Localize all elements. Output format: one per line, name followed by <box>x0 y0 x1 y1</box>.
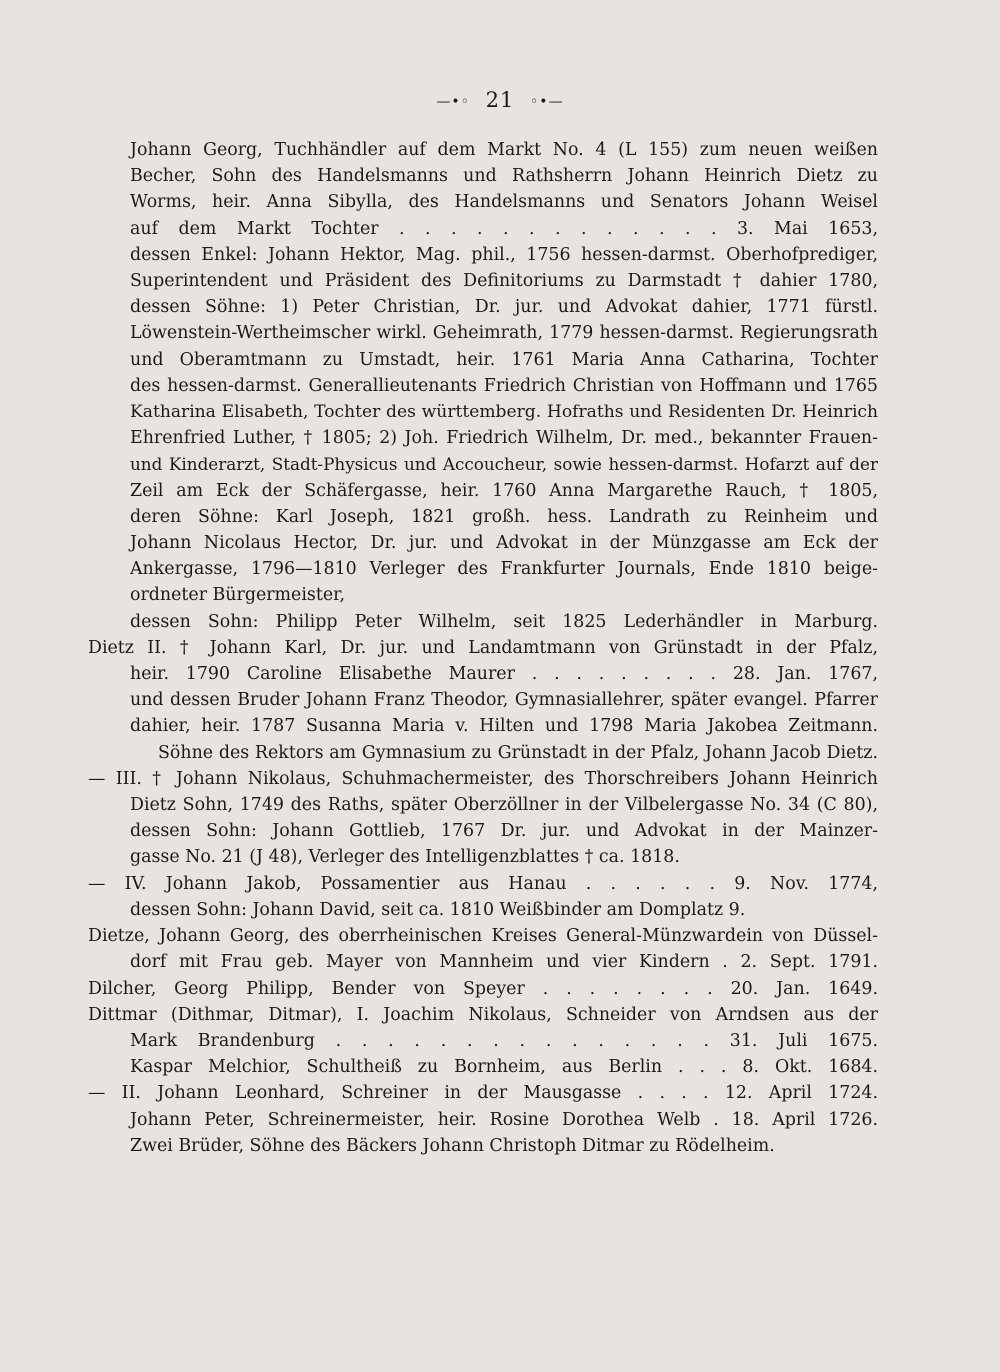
text-line: Kaspar Melchior, Schultheiß zu Bornheim, aus Berlin . . . 8. Okt. 1684. <box>130 1057 878 1078</box>
text-line: Dietz II. † Johann Karl, Dr. jur. und Landamtmann von Grünstadt in der Pfalz, <box>88 637 878 658</box>
text-line: deren Söhne: Karl Joseph, 1821 großh. hess. Landrath zu Reinheim und <box>130 506 878 527</box>
text-line: und Oberamtmann zu Umstadt, heir. 1761 Maria Anna Catharina, Tochter <box>130 349 878 370</box>
body-text <box>88 137 878 1159</box>
text-line: Söhne des Rektors am Gymnasium zu Grünstadt in der Pfalz, Johann Jacob Dietz. <box>158 742 878 763</box>
page-number: 21 <box>485 88 515 112</box>
text-line: auf dem Markt Tochter . . . . . . . . . . . . . 3. Mai 1653, <box>130 218 878 239</box>
text-line: Worms, heir. Anna Sibylla, des Handelsmanns und Senators Johann Weisel <box>130 192 878 213</box>
text-line: dorf mit Frau geb. Mayer von Mannheim und vier Kindern . 2. Sept. 1791. <box>130 952 878 973</box>
text-line: Ehrenfried Luther, † 1805; 2) Joh. Friedrich Wilhelm, Dr. med., bekannter Frauen- <box>130 428 878 449</box>
text-line: Zeil am Eck der Schäfergasse, heir. 1760 Anna Margarethe Rauch, † 1805, <box>130 480 878 501</box>
text-line: heir. 1790 Caroline Elisabethe Maurer . . . . . . . . . 28. Jan. 1767, <box>130 664 878 685</box>
text-line: Dilcher, Georg Philipp, Bender von Speyer . . . . . . . . 20. Jan. 1649. <box>88 978 878 999</box>
text-line: dahier, heir. 1787 Susanna Maria v. Hilten und 1798 Maria Jakobea Zeitmann. <box>130 716 878 737</box>
text-line: — IV. Johann Jakob, Possamentier aus Hanau . . . . . . 9. Nov. 1774, <box>88 873 878 894</box>
text-line: dessen Söhne: 1) Peter Christian, Dr. jur. und Advokat dahier, 1771 fürstl. <box>130 297 878 318</box>
page-header <box>0 88 1000 112</box>
text-line: des hessen-darmst. Generallieutenants Friedrich Christian von Hoffmann und 1765 <box>130 375 878 396</box>
text-line: dessen Enkel: Johann Hektor, Mag. phil., 1756 hessen-darmst. Oberhofprediger, <box>130 244 878 265</box>
text-line: Dietz Sohn, 1749 des Raths, später Oberzöllner in der Vilbelergasse No. 34 (C 80), <box>130 795 878 816</box>
text-line: gasse No. 21 (J 48), Verleger des Intelligenzblattes † ca. 1818. <box>130 847 680 868</box>
text-line: Johann Peter, Schreinermeister, heir. Rosine Dorothea Welb . 18. April 1726. <box>130 1109 878 1130</box>
header-ornament-right: ◦•— <box>530 93 564 110</box>
text-line: Dittmar (Dithmar, Ditmar), I. Joachim Nikolaus, Schneider von Arndsen aus der <box>88 1004 878 1025</box>
text-line: Johann Georg, Tuchhändler auf dem Markt No. 4 (L 155) zum neuen weißen <box>130 140 878 160</box>
text-line: Mark Brandenburg . . . . . . . . . . . . . . . 31. Juli 1675. <box>130 1030 878 1051</box>
text-line: Ankergasse, 1796—1810 Verleger des Frankfurter Journals, Ende 1810 beige- <box>130 559 878 580</box>
text-line: Becher, Sohn des Handelsmanns und Rathsherrn Johann Heinrich Dietz zu <box>130 166 878 187</box>
text-line: — II. Johann Leonhard, Schreiner in der Mausgasse . . . . 12. April 1724. <box>88 1083 878 1104</box>
text-line: dessen Sohn: Philipp Peter Wilhelm, seit 1825 Lederhändler in Marburg. <box>130 611 878 632</box>
text-line: dessen Sohn: Johann Gottlieb, 1767 Dr. jur. und Advokat in der Mainzer- <box>130 821 878 842</box>
text-line: Superintendent und Präsident des Definitoriums zu Darmstadt † dahier 1780, <box>130 271 878 292</box>
text-line: Katharina Elisabeth, Tochter des württemberg. Hofraths und Residenten Dr. Heinrich <box>130 402 878 423</box>
header-ornament-left: —•◦ <box>436 93 470 110</box>
text-line: und Kinderarzt, Stadt-Physicus und Accoucheur, sowie hessen-darmst. Hofarzt auf der <box>130 454 878 475</box>
text-line: Löwenstein-Wertheimscher wirkl. Geheimrath, 1779 hessen-darmst. Regierungsrath <box>130 323 878 344</box>
text-line: dessen Sohn: Johann David, seit ca. 1810 Weißbinder am Domplatz 9. <box>130 899 746 920</box>
text-line: Johann Nicolaus Hector, Dr. jur. und Advokat in der Münzgasse am Eck der <box>130 533 878 554</box>
text-line: Dietze, Johann Georg, des oberrheinischen Kreises General-Münzwardein von Düssel- <box>88 926 878 947</box>
text-line: Zwei Brüder, Söhne des Bäckers Johann Christoph Ditmar zu Rödelheim. <box>130 1135 775 1156</box>
text-line: ordneter Bürgermeister, <box>130 585 346 606</box>
text-line: und dessen Bruder Johann Franz Theodor, Gymnasiallehrer, später evangel. Pfarrer <box>130 690 878 711</box>
text-line: — III. † Johann Nikolaus, Schuhmachermeister, des Thorschreibers Johann Heinrich <box>88 768 878 789</box>
